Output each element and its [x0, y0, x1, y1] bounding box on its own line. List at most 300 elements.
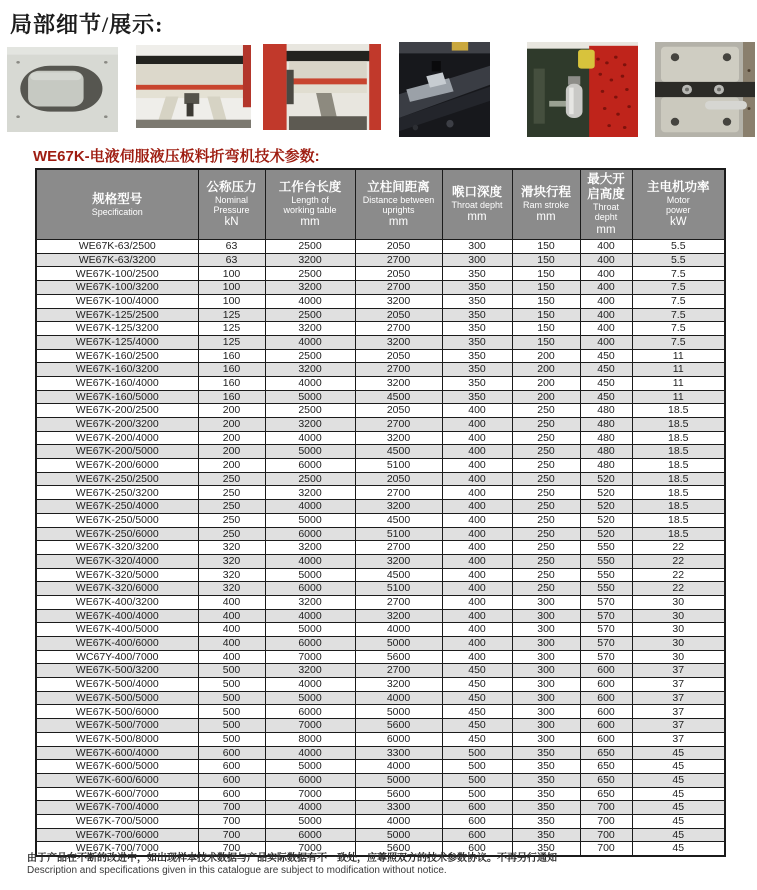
- table-cell: 450: [580, 349, 632, 363]
- table-cell: WE67K-320/3200: [36, 541, 198, 555]
- column-header-line: mm: [596, 223, 616, 236]
- table-cell: 18.5: [632, 431, 725, 445]
- table-cell: WE67K-500/4000: [36, 678, 198, 692]
- column-header-line: Throat depht: [451, 199, 503, 210]
- spec-table-body: [36, 240, 725, 856]
- table-cell: 250: [512, 554, 580, 568]
- table-cell: WE67K-600/7000: [36, 787, 198, 801]
- table-cell: WE67K-125/3200: [36, 322, 198, 336]
- table-cell: 45: [632, 773, 725, 787]
- table-cell: 30: [632, 595, 725, 609]
- table-cell: 400: [580, 240, 632, 254]
- column-header: [355, 169, 442, 240]
- machine-detail-photo-1: [7, 47, 118, 132]
- table-cell: 3200: [265, 486, 355, 500]
- table-cell: WE67K-500/5000: [36, 691, 198, 705]
- column-header: [632, 169, 725, 240]
- table-cell: 450: [580, 376, 632, 390]
- column-header-line: 滑块行程: [520, 184, 571, 199]
- table-cell: 4000: [265, 609, 355, 623]
- table-cell: 125: [198, 308, 265, 322]
- machine-detail-photo-3: [263, 44, 381, 130]
- table-cell: 45: [632, 814, 725, 828]
- table-cell: 350: [442, 281, 512, 295]
- table-cell: 22: [632, 541, 725, 555]
- table-row: [36, 445, 725, 459]
- table-cell: 600: [442, 828, 512, 842]
- table-row: [36, 678, 725, 692]
- table-cell: 22: [632, 554, 725, 568]
- table-cell: 2700: [355, 664, 442, 678]
- table-cell: 3300: [355, 746, 442, 760]
- table-cell: 570: [580, 650, 632, 664]
- table-cell: 350: [512, 787, 580, 801]
- table-cell: 125: [198, 322, 265, 336]
- table-cell: 3200: [355, 376, 442, 390]
- machine-detail-photo-6: [655, 42, 755, 137]
- table-cell: 200: [512, 390, 580, 404]
- column-header-line: 最大开: [587, 172, 625, 186]
- table-cell: 2500: [265, 472, 355, 486]
- table-cell: 200: [512, 363, 580, 377]
- table-cell: 18.5: [632, 459, 725, 473]
- table-cell: 480: [580, 459, 632, 473]
- table-cell: 7.5: [632, 281, 725, 295]
- table-cell: WE67K-700/7000: [36, 842, 198, 856]
- table-cell: 200: [512, 376, 580, 390]
- table-cell: WE67K-400/5000: [36, 623, 198, 637]
- table-cell: WE67K-100/4000: [36, 294, 198, 308]
- table-row: [36, 650, 725, 664]
- table-cell: 400: [442, 445, 512, 459]
- table-cell: WE67K-100/3200: [36, 281, 198, 295]
- table-cell: 150: [512, 267, 580, 281]
- column-header-line: 喉口深度: [451, 184, 502, 199]
- table-cell: 4000: [355, 760, 442, 774]
- table-cell: 30: [632, 623, 725, 637]
- table-row: [36, 527, 725, 541]
- table-cell: 600: [442, 842, 512, 856]
- column-header-line: working table: [283, 204, 337, 215]
- table-cell: 300: [512, 623, 580, 637]
- table-cell: 250: [198, 500, 265, 514]
- table-cell: 400: [442, 568, 512, 582]
- table-cell: 350: [442, 322, 512, 336]
- table-cell: WE67K-250/6000: [36, 527, 198, 541]
- table-cell: 22: [632, 568, 725, 582]
- table-cell: 18.5: [632, 513, 725, 527]
- table-row: [36, 814, 725, 828]
- table-cell: WE67K-500/7000: [36, 719, 198, 733]
- table-cell: WE67K-200/6000: [36, 459, 198, 473]
- table-cell: 300: [512, 650, 580, 664]
- table-cell: 3200: [355, 678, 442, 692]
- table-row: [36, 746, 725, 760]
- table-cell: 480: [580, 404, 632, 418]
- table-cell: 100: [198, 281, 265, 295]
- table-cell: 5600: [355, 650, 442, 664]
- table-row: [36, 801, 725, 815]
- table-row: [36, 705, 725, 719]
- column-header-line: 工作台长度: [278, 179, 342, 194]
- table-cell: 18.5: [632, 500, 725, 514]
- table-cell: 400: [580, 267, 632, 281]
- table-cell: WE67K-500/8000: [36, 732, 198, 746]
- table-cell: 450: [442, 719, 512, 733]
- table-cell: 18.5: [632, 472, 725, 486]
- table-cell: 250: [512, 486, 580, 500]
- table-cell: 600: [580, 705, 632, 719]
- table-cell: 22: [632, 582, 725, 596]
- table-cell: 200: [198, 459, 265, 473]
- table-cell: 550: [580, 541, 632, 555]
- table-row: [36, 828, 725, 842]
- column-header-line: kN: [224, 216, 239, 229]
- table-cell: 250: [198, 513, 265, 527]
- table-cell: WE67K-600/5000: [36, 760, 198, 774]
- table-cell: 150: [512, 253, 580, 267]
- table-row: [36, 390, 725, 404]
- column-header: [580, 169, 632, 240]
- table-cell: 18.5: [632, 527, 725, 541]
- table-cell: 2700: [355, 595, 442, 609]
- table-cell: 5100: [355, 527, 442, 541]
- table-cell: 350: [442, 294, 512, 308]
- table-cell: 37: [632, 678, 725, 692]
- table-cell: 300: [512, 691, 580, 705]
- table-cell: 600: [198, 746, 265, 760]
- table-row: [36, 760, 725, 774]
- table-cell: 450: [442, 732, 512, 746]
- table-cell: 30: [632, 609, 725, 623]
- table-cell: 200: [512, 349, 580, 363]
- table-cell: 400: [442, 513, 512, 527]
- table-cell: 6000: [355, 732, 442, 746]
- table-cell: 350: [512, 746, 580, 760]
- table-cell: 500: [442, 746, 512, 760]
- column-header-line: kW: [669, 216, 687, 229]
- column-header-line: 启高度: [587, 187, 625, 201]
- table-cell: 200: [198, 431, 265, 445]
- table-cell: WE67K-700/5000: [36, 814, 198, 828]
- table-cell: WE67K-500/6000: [36, 705, 198, 719]
- table-cell: 600: [198, 787, 265, 801]
- table-cell: 300: [512, 609, 580, 623]
- table-cell: 30: [632, 650, 725, 664]
- table-cell: 480: [580, 445, 632, 459]
- table-cell: 550: [580, 554, 632, 568]
- table-cell: 500: [198, 678, 265, 692]
- table-cell: WE67K-125/4000: [36, 335, 198, 349]
- table-cell: 350: [512, 828, 580, 842]
- table-cell: 700: [580, 828, 632, 842]
- table-cell: 5000: [265, 623, 355, 637]
- table-cell: 4000: [265, 335, 355, 349]
- table-cell: 7000: [265, 650, 355, 664]
- table-cell: 570: [580, 609, 632, 623]
- table-cell: 4000: [355, 814, 442, 828]
- table-cell: 400: [198, 623, 265, 637]
- column-header: [198, 169, 265, 240]
- column-header-line: mm: [388, 216, 409, 229]
- spec-table: [35, 168, 726, 857]
- column-header-line: Throat: [592, 202, 619, 212]
- machine-photo-graphic: [399, 42, 490, 137]
- column-header-line: mm: [300, 216, 320, 229]
- table-row: [36, 500, 725, 514]
- table-cell: 400: [442, 472, 512, 486]
- table-cell: 450: [442, 691, 512, 705]
- table-cell: 700: [580, 814, 632, 828]
- machine-photo-graphic: [263, 44, 381, 130]
- table-cell: 480: [580, 418, 632, 432]
- table-cell: 350: [442, 349, 512, 363]
- table-cell: 2700: [355, 363, 442, 377]
- table-cell: 400: [442, 582, 512, 596]
- table-cell: 320: [198, 582, 265, 596]
- column-header-line: Motor: [666, 194, 690, 205]
- column-header-line: power: [665, 204, 691, 215]
- table-cell: 4000: [265, 376, 355, 390]
- table-cell: 4000: [265, 554, 355, 568]
- table-cell: 250: [198, 486, 265, 500]
- table-cell: 2050: [355, 349, 442, 363]
- table-row: [36, 541, 725, 555]
- table-cell: 2050: [355, 267, 442, 281]
- table-cell: WE67K-200/4000: [36, 431, 198, 445]
- table-cell: 250: [512, 459, 580, 473]
- table-cell: WE67K-700/6000: [36, 828, 198, 842]
- table-cell: 37: [632, 691, 725, 705]
- table-cell: 600: [580, 732, 632, 746]
- table-cell: 4500: [355, 568, 442, 582]
- machine-detail-photo-2: [136, 45, 251, 128]
- table-cell: 18.5: [632, 418, 725, 432]
- table-cell: 500: [198, 705, 265, 719]
- table-cell: WE67K-320/4000: [36, 554, 198, 568]
- table-cell: 37: [632, 705, 725, 719]
- table-row: [36, 568, 725, 582]
- table-cell: 570: [580, 623, 632, 637]
- table-cell: 400: [442, 541, 512, 555]
- table-cell: 2050: [355, 404, 442, 418]
- table-row: [36, 554, 725, 568]
- table-cell: 3200: [355, 500, 442, 514]
- table-cell: 520: [580, 500, 632, 514]
- table-cell: 300: [512, 732, 580, 746]
- table-cell: 100: [198, 267, 265, 281]
- table-cell: 45: [632, 746, 725, 760]
- table-cell: 350: [442, 390, 512, 404]
- table-cell: 5000: [355, 637, 442, 651]
- table-cell: 400: [442, 623, 512, 637]
- table-cell: 700: [198, 828, 265, 842]
- table-cell: 300: [512, 678, 580, 692]
- table-cell: 400: [580, 322, 632, 336]
- table-cell: 3200: [265, 322, 355, 336]
- table-cell: 520: [580, 513, 632, 527]
- table-cell: 250: [198, 472, 265, 486]
- table-cell: 7.5: [632, 335, 725, 349]
- table-cell: 250: [512, 472, 580, 486]
- table-cell: 3200: [265, 253, 355, 267]
- table-cell: 400: [442, 609, 512, 623]
- table-row: [36, 773, 725, 787]
- table-cell: 2500: [265, 349, 355, 363]
- table-cell: 250: [512, 582, 580, 596]
- table-cell: WE67K-160/4000: [36, 376, 198, 390]
- table-cell: 250: [512, 418, 580, 432]
- table-cell: 45: [632, 828, 725, 842]
- table-cell: 650: [580, 760, 632, 774]
- table-cell: 4000: [355, 623, 442, 637]
- table-cell: 250: [512, 568, 580, 582]
- table-cell: 570: [580, 637, 632, 651]
- table-cell: 6000: [265, 527, 355, 541]
- table-cell: 400: [442, 431, 512, 445]
- table-cell: 250: [512, 541, 580, 555]
- machine-photo-graphic: [527, 42, 638, 137]
- column-header: [36, 169, 198, 240]
- table-cell: 350: [512, 773, 580, 787]
- table-row: [36, 431, 725, 445]
- table-cell: 400: [442, 554, 512, 568]
- table-cell: 5100: [355, 582, 442, 596]
- table-cell: WE67K-200/3200: [36, 418, 198, 432]
- table-cell: 2700: [355, 281, 442, 295]
- table-cell: 18.5: [632, 486, 725, 500]
- table-cell: 400: [198, 595, 265, 609]
- table-cell: 45: [632, 760, 725, 774]
- table-cell: WE67K-160/2500: [36, 349, 198, 363]
- table-cell: 3200: [265, 541, 355, 555]
- table-cell: 400: [442, 404, 512, 418]
- table-cell: 300: [442, 240, 512, 254]
- table-cell: 520: [580, 486, 632, 500]
- table-cell: 4000: [265, 500, 355, 514]
- table-title: WE67K-电液伺服液压板料折弯机技术参数:: [33, 148, 320, 165]
- table-cell: 160: [198, 363, 265, 377]
- machine-detail-photo-4: [399, 42, 490, 137]
- table-cell: 400: [442, 500, 512, 514]
- table-cell: 320: [198, 568, 265, 582]
- column-header-line: Distance between: [362, 194, 435, 205]
- column-header-line: uprights: [382, 204, 415, 215]
- table-cell: 7.5: [632, 267, 725, 281]
- table-cell: 8000: [265, 732, 355, 746]
- table-cell: 45: [632, 801, 725, 815]
- table-cell: 2050: [355, 240, 442, 254]
- table-cell: 650: [580, 787, 632, 801]
- table-cell: 7.5: [632, 294, 725, 308]
- table-cell: 700: [580, 842, 632, 856]
- column-header-line: mm: [536, 211, 556, 224]
- table-cell: 4500: [355, 513, 442, 527]
- table-cell: 600: [580, 678, 632, 692]
- table-cell: 450: [442, 705, 512, 719]
- table-cell: 500: [442, 773, 512, 787]
- table-cell: 300: [512, 637, 580, 651]
- table-cell: 150: [512, 322, 580, 336]
- table-cell: 2500: [265, 308, 355, 322]
- table-cell: 4000: [265, 431, 355, 445]
- table-row: [36, 376, 725, 390]
- table-cell: WE67K-400/6000: [36, 637, 198, 651]
- machine-detail-photo-5: [527, 42, 638, 137]
- table-cell: WE67K-200/5000: [36, 445, 198, 459]
- table-row: [36, 294, 725, 308]
- table-row: [36, 787, 725, 801]
- column-header: [442, 169, 512, 240]
- table-row: [36, 253, 725, 267]
- table-cell: 570: [580, 595, 632, 609]
- table-cell: 400: [580, 253, 632, 267]
- table-cell: 5.5: [632, 253, 725, 267]
- table-row: [36, 240, 725, 254]
- table-cell: 11: [632, 363, 725, 377]
- table-cell: WC67Y-400/7000: [36, 650, 198, 664]
- table-cell: 4000: [265, 746, 355, 760]
- table-cell: WE67K-400/3200: [36, 595, 198, 609]
- table-cell: 2050: [355, 472, 442, 486]
- table-cell: 550: [580, 582, 632, 596]
- table-cell: 7000: [265, 787, 355, 801]
- table-cell: 600: [580, 664, 632, 678]
- table-cell: 2500: [265, 404, 355, 418]
- disclaimer-text-cn: 由于产品在不断的改进中，如出现样本技术数据与产品实际数据有不一致处，应尊照双方的技术参数协议。不再另行通知: [27, 853, 557, 864]
- table-cell: 5000: [265, 445, 355, 459]
- table-cell: 45: [632, 842, 725, 856]
- table-cell: 5000: [265, 568, 355, 582]
- table-row: [36, 459, 725, 473]
- section-title: 局部细节/展示:: [10, 12, 164, 37]
- table-cell: 2500: [265, 267, 355, 281]
- table-cell: 350: [442, 267, 512, 281]
- table-cell: 6000: [265, 705, 355, 719]
- disclaimer-footer: [27, 849, 737, 876]
- column-header-line: 主电机功率: [646, 179, 710, 194]
- table-cell: 400: [580, 294, 632, 308]
- table-row: [36, 582, 725, 596]
- table-cell: 350: [512, 842, 580, 856]
- table-cell: 5000: [355, 828, 442, 842]
- table-cell: WE67K-100/2500: [36, 267, 198, 281]
- table-cell: 18.5: [632, 404, 725, 418]
- table-cell: 30: [632, 637, 725, 651]
- table-row: [36, 472, 725, 486]
- table-cell: 350: [512, 760, 580, 774]
- table-row: [36, 418, 725, 432]
- table-row: [36, 486, 725, 500]
- table-row: [36, 404, 725, 418]
- table-cell: 2700: [355, 418, 442, 432]
- table-cell: WE67K-320/5000: [36, 568, 198, 582]
- table-cell: 2500: [265, 240, 355, 254]
- table-row: [36, 349, 725, 363]
- table-cell: 7.5: [632, 322, 725, 336]
- table-row: [36, 595, 725, 609]
- table-cell: 450: [442, 664, 512, 678]
- table-cell: WE67K-250/2500: [36, 472, 198, 486]
- table-cell: 5000: [265, 513, 355, 527]
- table-cell: 5600: [355, 787, 442, 801]
- table-cell: 650: [580, 746, 632, 760]
- column-header-line: 立柱间距离: [367, 179, 430, 194]
- table-cell: WE67K-600/4000: [36, 746, 198, 760]
- table-cell: 200: [198, 404, 265, 418]
- table-cell: 4500: [355, 390, 442, 404]
- table-row: [36, 335, 725, 349]
